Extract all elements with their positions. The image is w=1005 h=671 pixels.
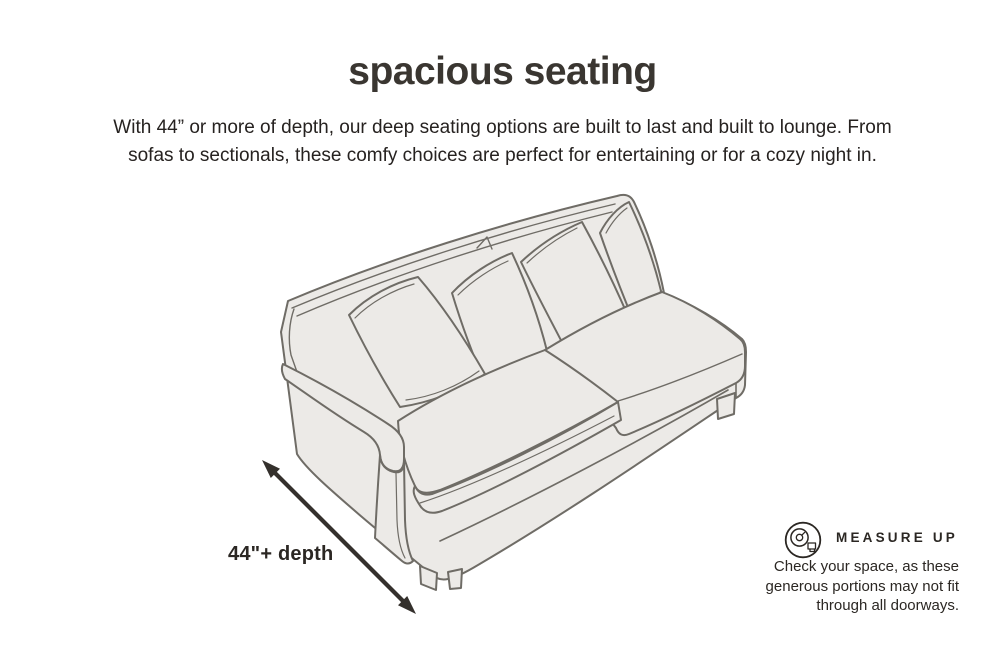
intro-line-1: With 44” or more of depth, our deep seating options are built to last and built to lounge. From	[113, 117, 892, 138]
measure-up-note	[699, 557, 959, 616]
measure-up-note-line-2: generous portions may not fit	[765, 577, 959, 595]
page-title: spacious seating	[348, 50, 657, 93]
tape-measure-icon	[782, 519, 824, 561]
intro-line-2: sofas to sectionals, these comfy choices are perfect for entertaining or for a cozy night in.	[128, 144, 877, 166]
depth-dimension-label: 44"+ depth	[228, 543, 334, 565]
measure-up-note-line-3: through all doorways.	[816, 597, 959, 614]
measure-up-heading: MEASURE UP	[836, 530, 959, 545]
measure-up-note-line-1: Check your space, as these	[773, 558, 959, 575]
sofa-body	[281, 195, 746, 590]
